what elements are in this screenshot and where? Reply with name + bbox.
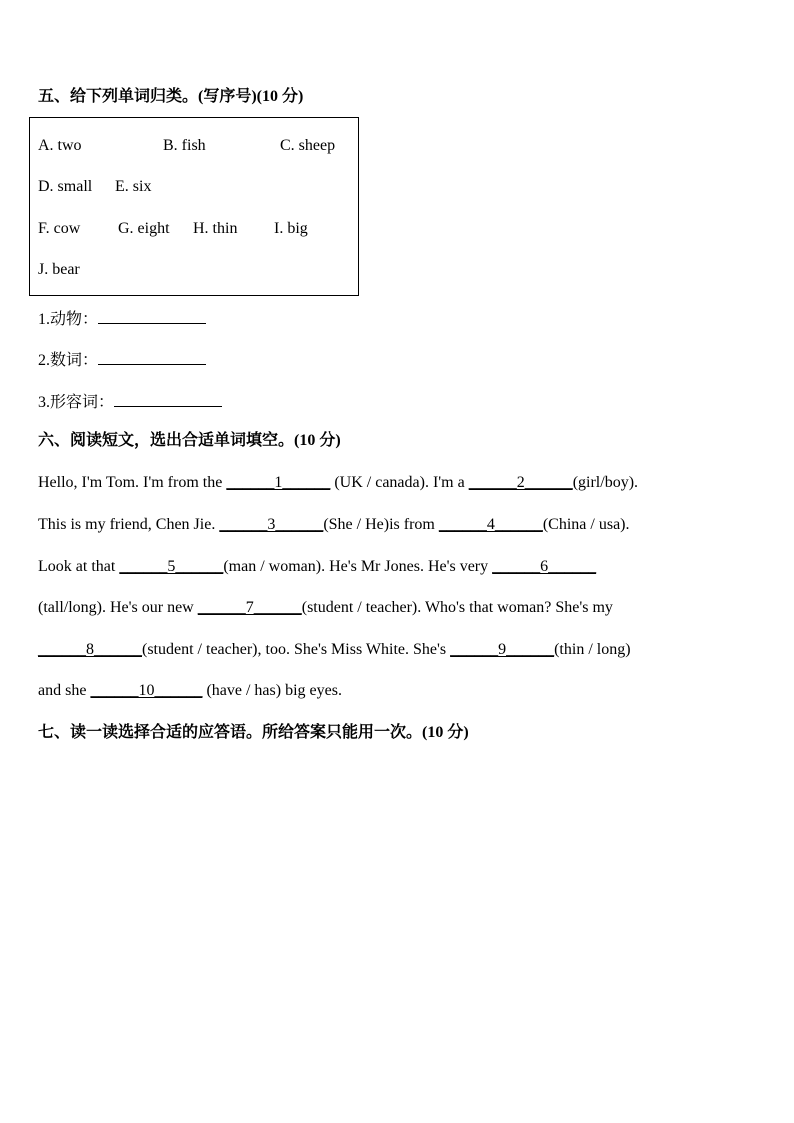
question-animals: [38, 307, 206, 331]
blank-10[interactable]: ______10______: [90, 682, 203, 699]
option-a: A. two: [38, 137, 82, 154]
word-options-box: [29, 117, 359, 296]
passage-text: (China / usa).: [542, 516, 630, 533]
option-f: F. cow: [38, 220, 81, 237]
passage-text: (student / teacher), too. She's Miss White. She's: [142, 641, 451, 658]
blank-8[interactable]: ______8______: [38, 641, 142, 658]
option-h: H. thin: [193, 220, 238, 237]
passage-text: Hello, I'm Tom. I'm from the: [38, 474, 227, 491]
passage-text: (student / teacher). Who's that woman? She's my: [301, 599, 613, 616]
passage-text: (have / has) big eyes.: [202, 682, 342, 699]
answer-blank-numbers[interactable]: [98, 348, 206, 365]
passage-text: (thin / long): [554, 641, 631, 658]
section5-title: 五、给下列单词归类。(写序号)(10 分): [38, 88, 304, 105]
passage-line-3: [38, 556, 596, 578]
answer-blank-animals[interactable]: [98, 307, 206, 324]
answer-blank-adjectives[interactable]: [114, 390, 222, 407]
passage-line-4: [38, 597, 613, 619]
question-numbers: [38, 348, 206, 372]
passage-text: (man / woman). He's Mr Jones. He's very: [223, 558, 493, 575]
blank-1[interactable]: ______1______: [226, 474, 331, 491]
passage-text: (girl/boy).: [572, 474, 639, 491]
passage-line-5: [38, 639, 631, 661]
question-adjectives: [38, 390, 222, 414]
blank-2[interactable]: ______2______: [468, 474, 573, 491]
passage-line-2: [38, 514, 630, 536]
section7-title: 七、读一读选择合适的应答语。所给答案只能用一次。(10 分): [38, 724, 469, 741]
blank-5[interactable]: ______5______: [119, 558, 224, 575]
blank-3[interactable]: ______3______: [219, 516, 324, 533]
option-d: D. small: [38, 178, 93, 195]
passage-text: This is my friend, Chen Jie.: [38, 516, 220, 533]
blank-9[interactable]: ______9______: [450, 641, 555, 658]
passage-text: Look at that: [38, 558, 120, 575]
passage-text: (UK / canada). I'm a: [330, 474, 469, 491]
passage-line-1: [38, 472, 638, 494]
passage-text: and she: [38, 682, 91, 699]
question-numbers-label: 2.数词：: [38, 352, 99, 369]
option-i: I. big: [274, 220, 308, 237]
blank-7[interactable]: ______7______: [197, 599, 302, 616]
option-g: G. eight: [118, 220, 170, 237]
option-e: E. six: [115, 178, 152, 195]
blank-4[interactable]: ______4______: [438, 516, 543, 533]
option-c: C. sheep: [280, 137, 336, 154]
passage-text: (She / He)is from: [323, 516, 439, 533]
section6-title: 六、阅读短文，选出合适单词填空。(10 分): [38, 432, 341, 449]
option-b: B. fish: [163, 137, 206, 154]
blank-6[interactable]: ______6______: [492, 558, 597, 575]
passage-text: (tall/long). He's our new: [38, 599, 198, 616]
question-animals-label: 1.动物：: [38, 311, 99, 328]
passage-line-6: [38, 680, 342, 702]
question-adjectives-label: 3.形容词：: [38, 394, 115, 411]
option-j: J. bear: [38, 261, 80, 278]
